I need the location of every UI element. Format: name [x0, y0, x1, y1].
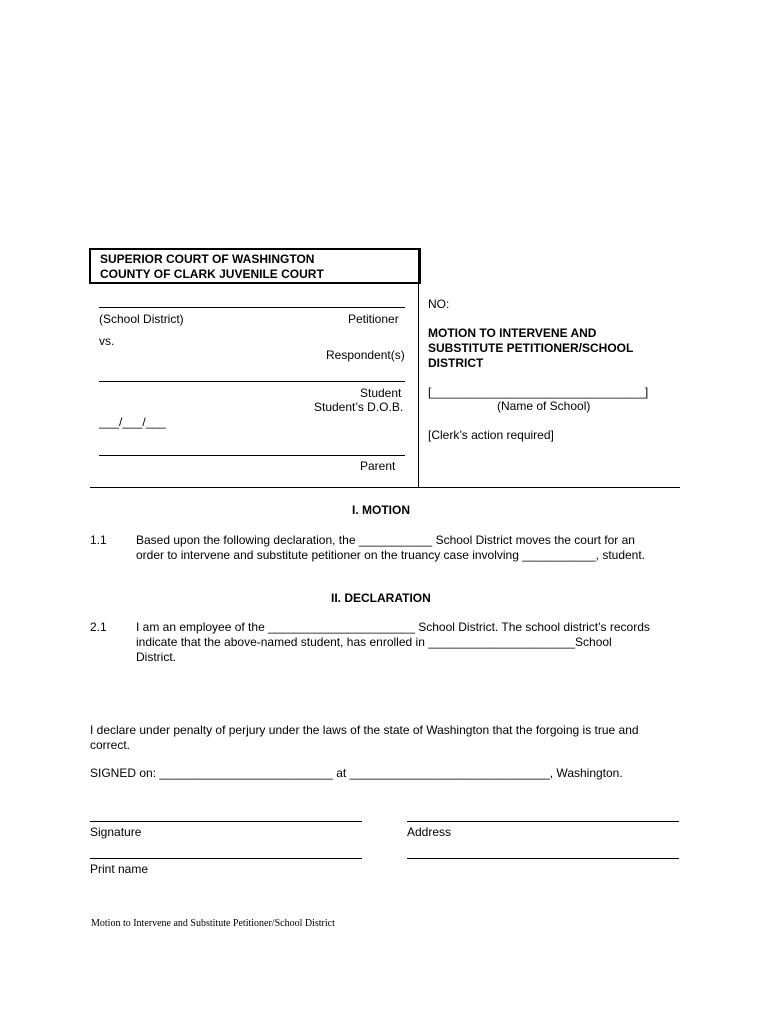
declaration-heading: II. DECLARATION [331, 591, 431, 605]
declaration-paragraph-number: 2.1 [90, 620, 107, 634]
dob-blank: ___/___/___ [99, 415, 166, 429]
clerk-action-note: [Clerk’s action required] [428, 428, 554, 442]
address-blank [407, 821, 679, 822]
student-label: Student [360, 386, 402, 400]
motion-line1: Based upon the following declaration, the ___________ School District moves the court for an [136, 533, 635, 547]
signature-label: Signature [90, 825, 142, 839]
parent-blank [99, 455, 405, 456]
address-second-blank [407, 858, 679, 859]
motion-heading: I. MOTION [352, 503, 410, 517]
declaration-line3: District. [136, 650, 176, 664]
perjury-line2: correct. [90, 738, 131, 752]
declaration-line1: I am an employee of the ______________________ School District. The school district’s records [136, 620, 650, 634]
signature-blank [90, 821, 362, 822]
declaration-paragraph [136, 620, 650, 665]
signed-on-line: SIGNED on: __________________________ at ______________________________, Washington. [90, 766, 623, 780]
print-name-label: Print name [90, 862, 149, 876]
respondents-label: Respondent(s) [326, 348, 405, 362]
motion-paragraph-number: 1.1 [90, 533, 107, 547]
school-district-blank [99, 307, 405, 308]
name-of-school-label: (Name of School) [497, 399, 591, 413]
parent-label: Parent [360, 459, 396, 473]
court-name-line2: COUNTY OF CLARK JUVENILE COURT [100, 267, 324, 281]
student-dob-label: Student’s D.O.B. [314, 400, 404, 414]
motion-paragraph [136, 533, 645, 563]
print-name-blank [90, 858, 362, 859]
motion-title-line3: DISTRICT [428, 356, 484, 370]
page-footer: Motion to Intervene and Substitute Petitioner/School District [91, 918, 335, 929]
declaration-line2: indicate that the above-named student, has enrolled in ______________________School [136, 635, 612, 649]
caption-bottom-rule [90, 487, 680, 488]
court-name-box [89, 248, 421, 284]
court-name-line1: SUPERIOR COURT OF WASHINGTON [100, 252, 315, 266]
school-name-blank: [________________________________] [428, 385, 649, 399]
address-label: Address [407, 825, 452, 839]
motion-title-line2: SUBSTITUTE PETITIONER/SCHOOL [428, 341, 634, 355]
perjury-statement [90, 723, 639, 753]
perjury-line1: I declare under penalty of perjury under the laws of the state of Washington that the forgoing is true and [90, 723, 639, 737]
motion-line2: order to intervene and substitute petitioner on the truancy case involving ___________, student. [136, 548, 646, 562]
petitioner-label: Petitioner [348, 312, 399, 326]
vs-label: vs. [99, 334, 115, 348]
caption-divider [418, 248, 419, 488]
motion-title-line1: MOTION TO INTERVENE AND [428, 326, 597, 340]
school-district-label: (School District) [99, 312, 184, 326]
case-number-label: NO: [428, 297, 450, 311]
student-blank [99, 381, 405, 382]
